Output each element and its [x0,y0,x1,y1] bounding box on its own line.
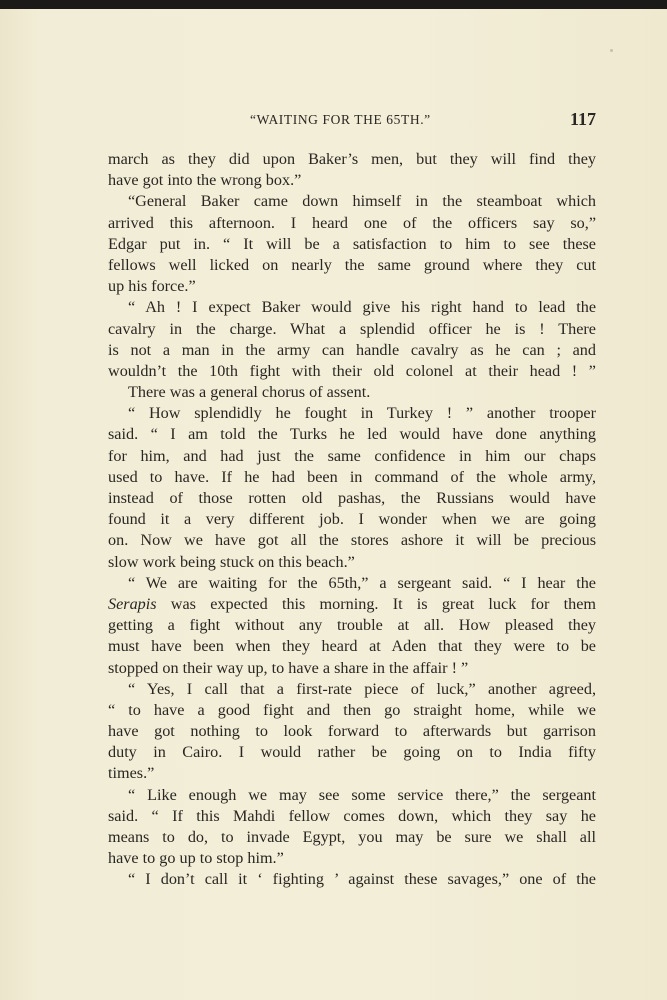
text-line: means to do, to invade Egypt, you may be sure we shall all [108,828,596,846]
text-line: on. Now we have got all the stores ashore it will be precious [108,531,596,550]
text-line: fellows well licked on nearly the same ground where they cut [108,255,596,274]
text-line: “ to have a good fight and then go straight home, while we [108,700,596,719]
text-line: found it a very different job. I wonder when we are going [108,510,596,529]
text-line: march as they did upon Baker’s men, but they will find they [108,150,596,168]
text-line: “ Ah ! I expect Baker would give his right hand to lead the [128,298,596,317]
text-line: getting a fight without any trouble at all. How pleased they [108,616,596,635]
text-line: “ Like enough we may see some service there,” the sergeant [128,785,596,804]
text-line: instead of those rotten old pashas, the Russians would have [108,489,596,507]
text-line: have to go up to stop him.” [108,849,284,868]
text-line: Serapis was expected this morning. It is great luck for them [108,594,596,613]
running-title: “WAITING FOR THE 65TH.” [250,112,431,127]
page-number: 117 [569,109,596,129]
body-text [108,149,596,891]
book-page [0,9,667,1000]
text-line: used to have. If he had been in command of the whole army, [108,467,596,486]
text-line: There was a general chorus of assent. [128,383,371,402]
text-line: cavalry in the charge. What a splendid officer he is ! There [108,319,596,338]
text-line: must have been when they heard at Aden that they were to be [108,637,596,656]
text-line: times.” [108,764,155,783]
paper-speck [610,49,613,52]
text-line: stopped on their way up, to have a share in the affair ! ” [108,658,469,677]
text-line: said. “ I am told the Turks he led would have done anything [108,425,596,444]
ship-name: Serapis [108,594,157,613]
text-line: is not a man in the army can handle cavalry as he can ; and [108,340,596,359]
text-line: duty in Cairo. I would rather be going on to India fifty [108,743,596,762]
text-line: have got into the wrong box.” [108,171,302,190]
text-line: wouldn’t the 10th fight with their old colonel at their head ! ” [108,361,596,380]
text-line: “ We are waiting for the 65th,” a sergeant said. “ I hear the [128,573,596,592]
text-line: have got nothing to look forward to afterwards but garrison [108,722,596,741]
text-line: “ Yes, I call that a first-rate piece of luck,” another agreed, [128,679,596,698]
text-line: up his force.” [108,277,196,296]
text-line: “General Baker came down himself in the steamboat which [128,192,596,211]
text-line: slow work being stuck on this beach.” [108,552,355,571]
text-line: “ I don’t call it ‘ fighting ’ against these savages,” one of the [128,870,596,889]
page-top-edge [0,0,667,9]
text-line: “ How splendidly he fought in Turkey ! ” another trooper [128,404,596,423]
running-head [108,109,596,136]
text-line: for him, and had just the same confidence in him our chaps [108,446,596,465]
text-line: Edgar put in. “ It will be a satisfaction to him to see these [108,234,596,253]
text-line: arrived this afternoon. I heard one of the officers say so,” [108,213,596,232]
text-line: said. “ If this Mahdi fellow comes down, which they say he [108,806,596,825]
